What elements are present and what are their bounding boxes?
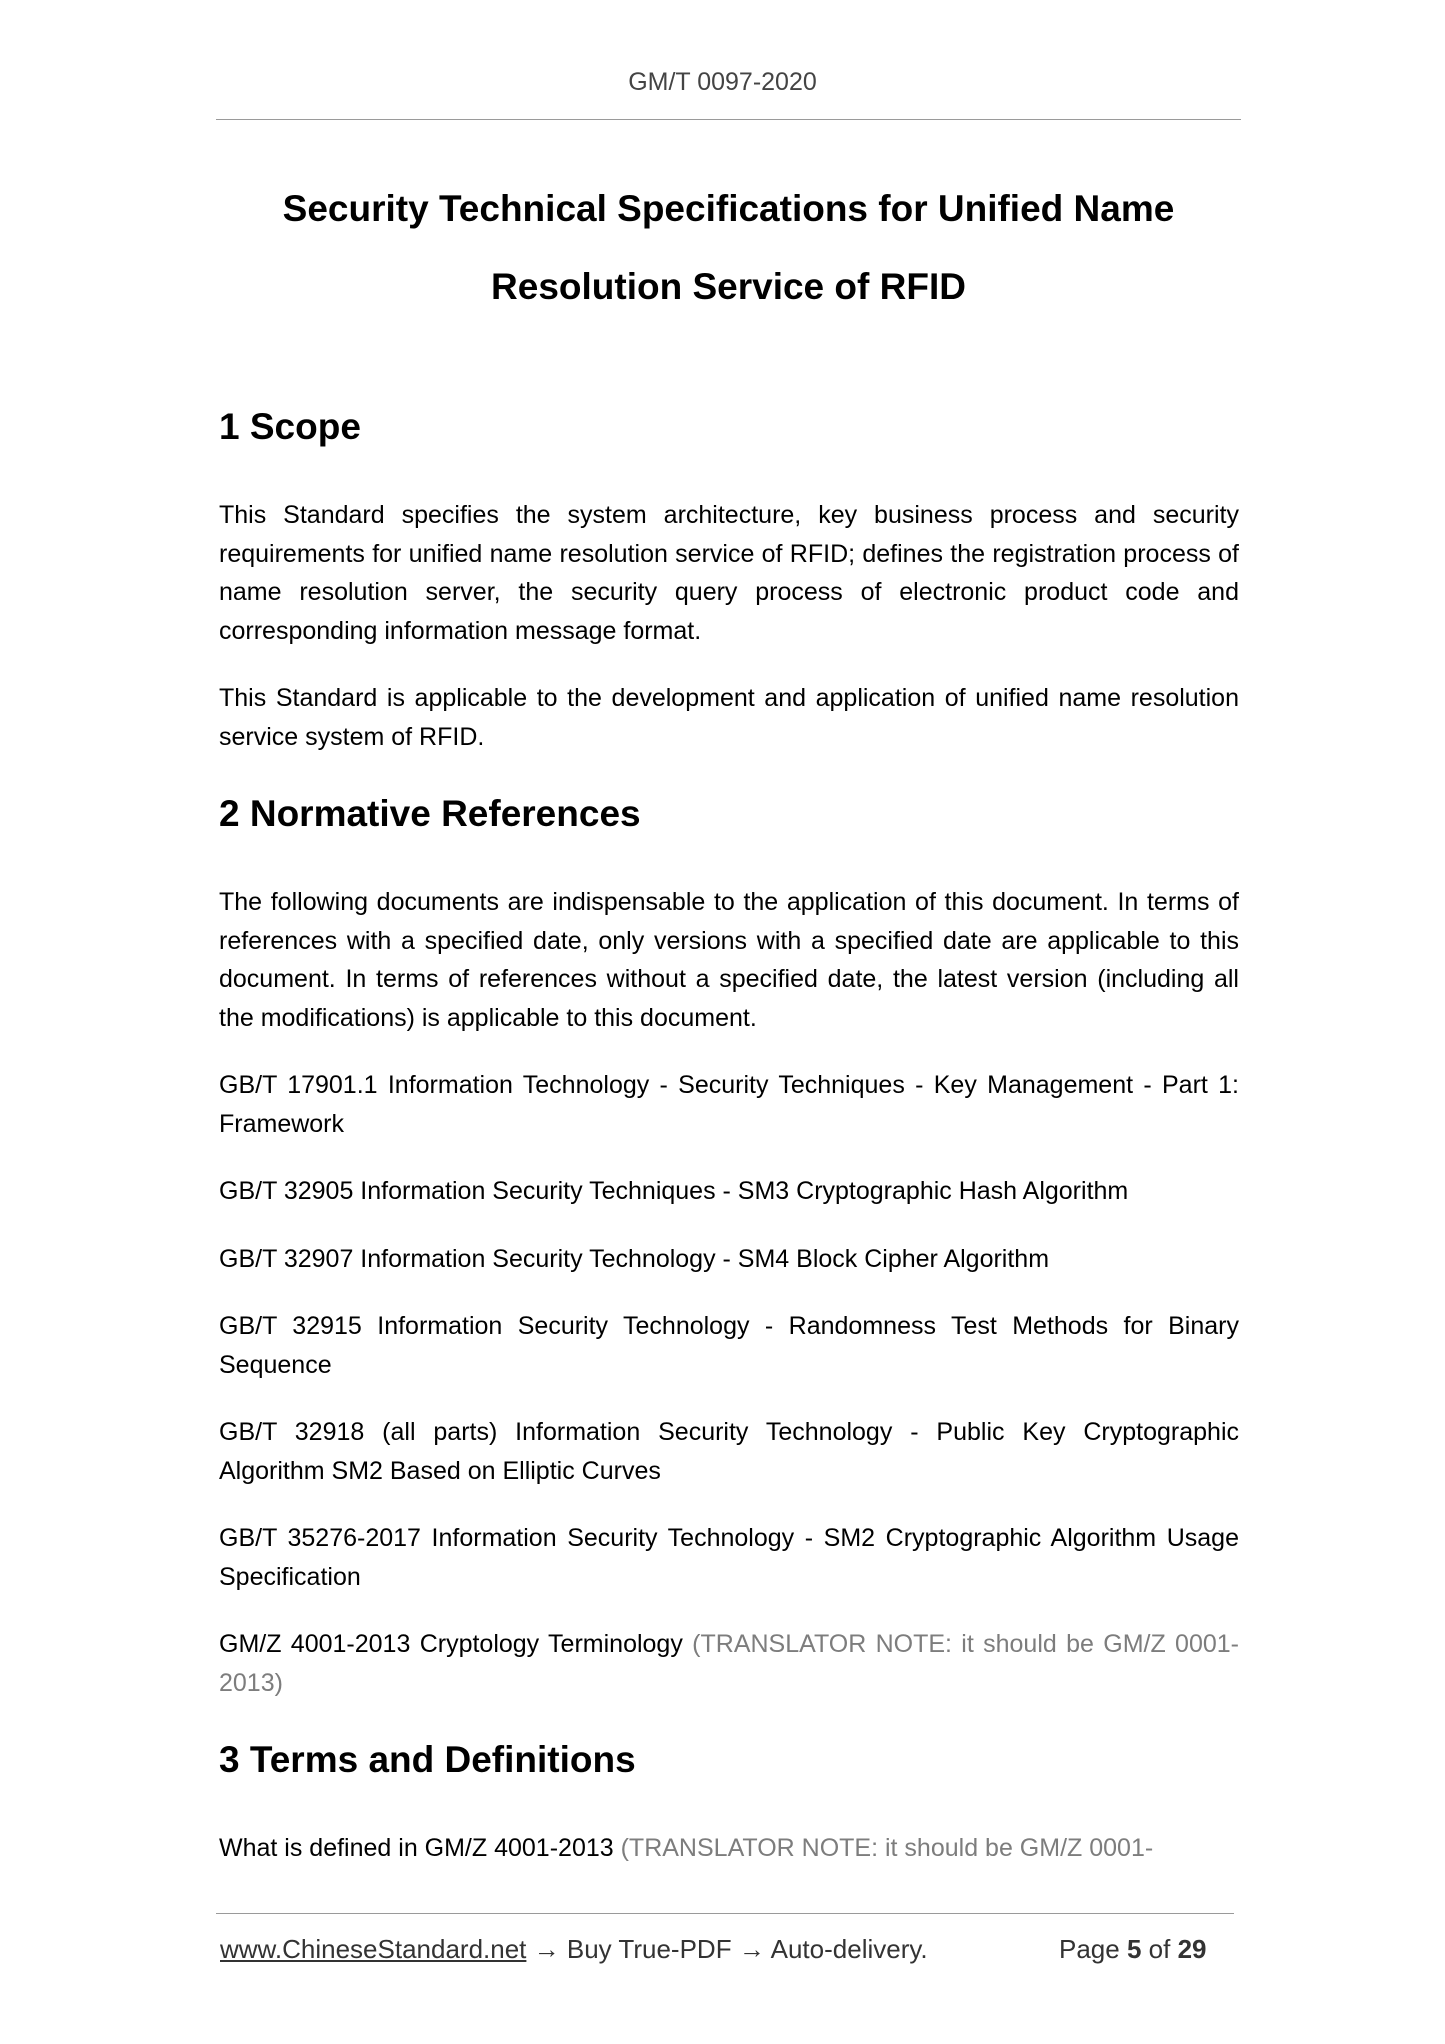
arrow-right-icon: →	[738, 1934, 765, 1964]
header-divider	[216, 119, 1241, 120]
delivery-text: Auto-delivery.	[770, 1934, 928, 1964]
website-link[interactable]: www.ChineseStandard.net	[220, 1934, 527, 1964]
reference-item: GB/T 17901.1 Information Technology - Security Techniques - Key Management - Part 1: Framework	[219, 1071, 1239, 1138]
scope-paragraph-1: This Standard specifies the system architecture, key business process and security requirements for unified name resolution service of RFID; defines the registration process of name resolution server, the security query process of electronic product code and corresponding information message format.	[219, 501, 1239, 645]
footer-promo	[220, 1934, 928, 1965]
reference-item: GB/T 32905 Information Security Techniques - SM3 Cryptographic Hash Algorithm	[219, 1177, 1129, 1205]
document-code-header: GM/T 0097-2020	[628, 68, 817, 96]
page-indicator	[1059, 1934, 1207, 1965]
document-title	[216, 170, 1241, 326]
reference-item: GB/T 35276-2017 Information Security Technology - SM2 Cryptographic Algorithm Usage Specification	[219, 1524, 1239, 1591]
section-heading-scope: 1 Scope	[219, 406, 361, 447]
page-label: Page	[1059, 1934, 1120, 1964]
buy-text: Buy True-PDF	[566, 1934, 732, 1964]
translator-note: (TRANSLATOR NOTE: it should be GM/Z 0001-2013)	[219, 1630, 1239, 1697]
reference-item-cryptology-terminology	[219, 1625, 1239, 1702]
reference-item: GB/T 32918 (all parts) Information Security Technology - Public Key Cryptographic Algorithm SM2 Based on Elliptic Curves	[219, 1418, 1239, 1485]
terms-paragraph	[219, 1829, 1239, 1868]
of-label: of	[1148, 1934, 1171, 1964]
current-page-number: 5	[1126, 1934, 1142, 1964]
reference-item: GB/T 32915 Information Security Technology - Randomness Test Methods for Binary Sequence	[219, 1312, 1239, 1379]
section-heading-normative-references: 2 Normative References	[219, 793, 641, 834]
section-heading-terms-and-definitions: 3 Terms and Definitions	[219, 1739, 636, 1780]
document-body	[219, 398, 1239, 1897]
translator-note: (TRANSLATOR NOTE: it should be GM/Z 0001-	[620, 1834, 1154, 1862]
reference-text: GM/Z 4001-2013 Cryptology Terminology	[219, 1630, 683, 1658]
title-line-2: Resolution Service of RFID	[491, 266, 966, 307]
footer-divider	[216, 1913, 1234, 1914]
terms-text: What is defined in GM/Z 4001-2013	[219, 1834, 614, 1862]
arrow-right-icon: →	[533, 1934, 560, 1964]
normative-intro-paragraph: The following documents are indispensable to the application of this document. In terms of references with a specified date, only versions with a specified date are applicable to this document. In terms of references without a specified date, the latest version (including all the modifications) is applicable to this document.	[219, 888, 1239, 1032]
total-pages-number: 29	[1177, 1934, 1207, 1964]
scope-paragraph-2: This Standard is applicable to the development and application of unified name resolution service system of RFID.	[219, 684, 1239, 751]
reference-item: GB/T 32907 Information Security Technology - SM4 Block Cipher Algorithm	[219, 1244, 1050, 1273]
title-line-1: Security Technical Specifications for Unified Name	[282, 188, 1175, 229]
